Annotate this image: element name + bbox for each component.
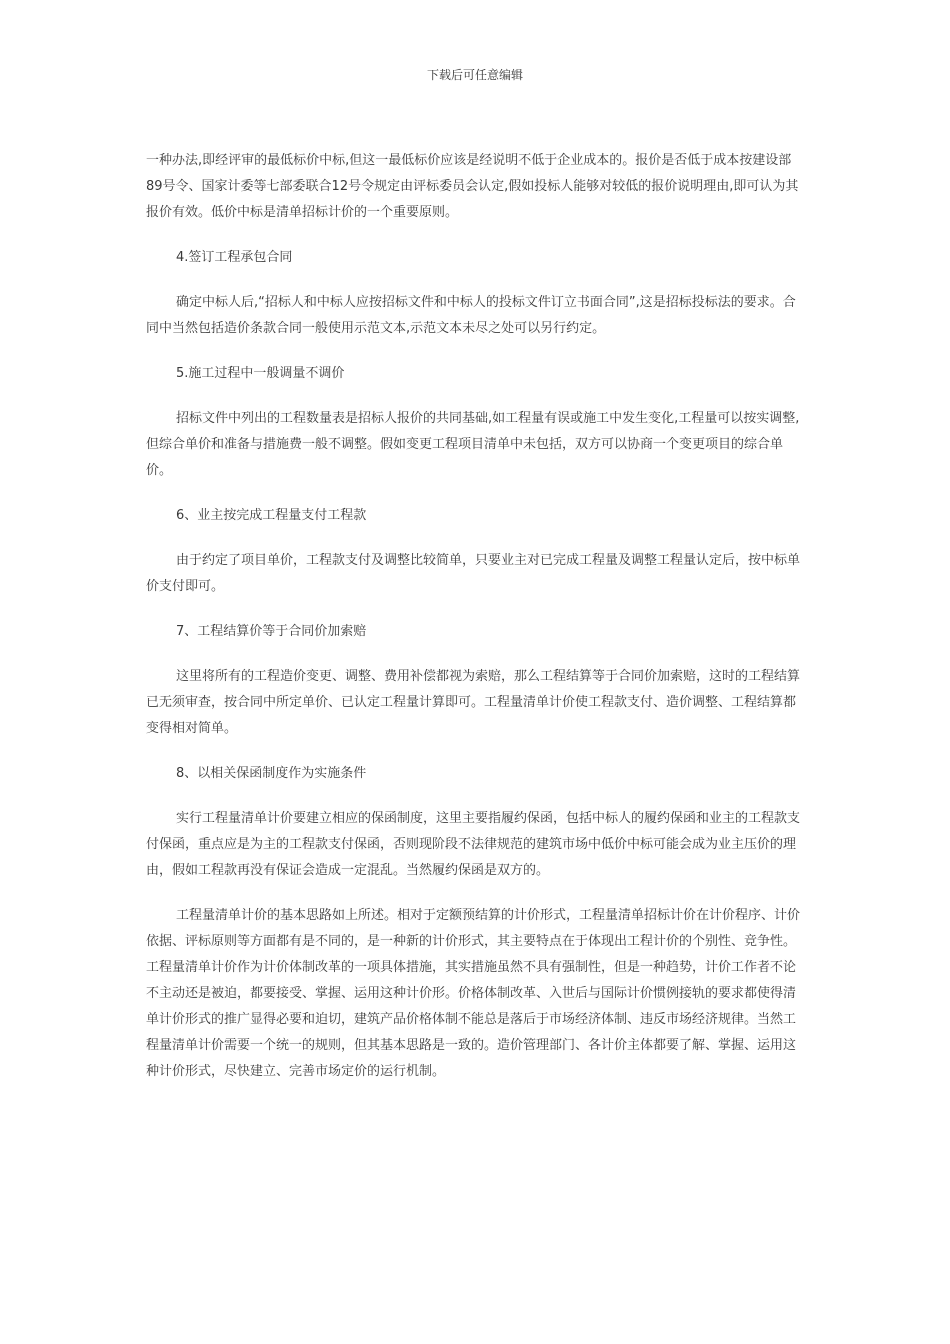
section-heading-7: 7、工程结算价等于合同价加索赔 (176, 624, 367, 639)
paragraph-guarantee: 实行工程量清单计价要建立相应的保函制度，这里主要指履约保函，包括中标人的履约保函和业主的工程款支付保函，重点应是为主的工程款支付保函，否则现阶段不法律规范的建筑市场中低价中标可能会成为业主压价的理由，假如工程款再没有保证会造成一定混乱。当然履约保函是双方的。 (146, 811, 801, 878)
section-heading-8: 8、以相关保函制度作为实施条件 (176, 766, 367, 781)
paragraph-contract: 确定中标人后,“招标人和中标人应按招标文件和中标人的投标文件订立书面合同”,这是招标投标法的要求。合同中当然包括造价条款合同一般使用示范文本,示范文本未尽之处可以另行约定。 (146, 295, 796, 336)
page-header: 下载后可任意编辑 (426, 68, 523, 82)
section-heading-6: 6、业主按完成工程量支付工程款 (176, 508, 367, 523)
paragraph-low-bid: 一种办法,即经评审的最低标价中标,但这一最低标价应该是经说明不低于企业成本的。报价是否低于成本按建设部89号令、国家计委等七部委联合12号令规定由评标委员会认定,假如投标人能够对较低的报价说明理由,即可认为其报价有效。低价中标是清单招标计价的一个重要原则。 (146, 153, 799, 220)
document-body (146, 148, 806, 1085)
section-heading-5: 5.施工过程中一般调量不调价 (176, 366, 345, 381)
paragraph-settlement: 这里将所有的工程造价变更、调整、费用补偿都视为索赔，那么工程结算等于合同价加索赔，这时的工程结算已无须审查，按合同中所定单价、已认定工程量计算即可。工程量清单计价使工程款支付、造价调整、工程结算都变得相对简单。 (146, 669, 801, 736)
paragraph-quantity-adjust: 招标文件中列出的工程数量表是招标人报价的共同基础,如工程量有误或施工中发生变化,工程量可以按实调整,但综合单价和准备与措施费一般不调整。假如变更工程项目清单中未包括，双方可以协商一个变更项目的综合单价。 (146, 411, 800, 478)
section-heading-4: 4.签订工程承包合同 (176, 250, 293, 265)
paragraph-payment: 由于约定了项目单价，工程款支付及调整比较简单，只要业主对已完成工程量及调整工程量认定后，按中标单价支付即可。 (146, 553, 801, 594)
paragraph-summary: 工程量清单计价的基本思路如上所述。相对于定额预结算的计价形式，工程量清单招标计价在计价程序、计价依据、评标原则等方面都有是不同的，是一种新的计价形式，其主要特点在于体现出工程计价的个别性、竞争性。工程量清单计价作为计价体制改革的一项具体措施，其实措施虽然不具有强制性，但是一种趋势，计价工作者不论不主动还是被迫，都要接受、掌握、运用这种计价形。价格体制改革、入世后与国际计价惯例接轨的要求都使得清单计价形式的推广显得必要和迫切，建筑产品价格体制不能总是落后于市场经济体制、违反市场经济规律。当然工程量清单计价需要一个统一的规则，但其基本思路是一致的。造价管理部门、各计价主体都要了解、掌握、运用这种计价形式，尽快建立、完善市场定价的运行机制。 (146, 908, 801, 1079)
